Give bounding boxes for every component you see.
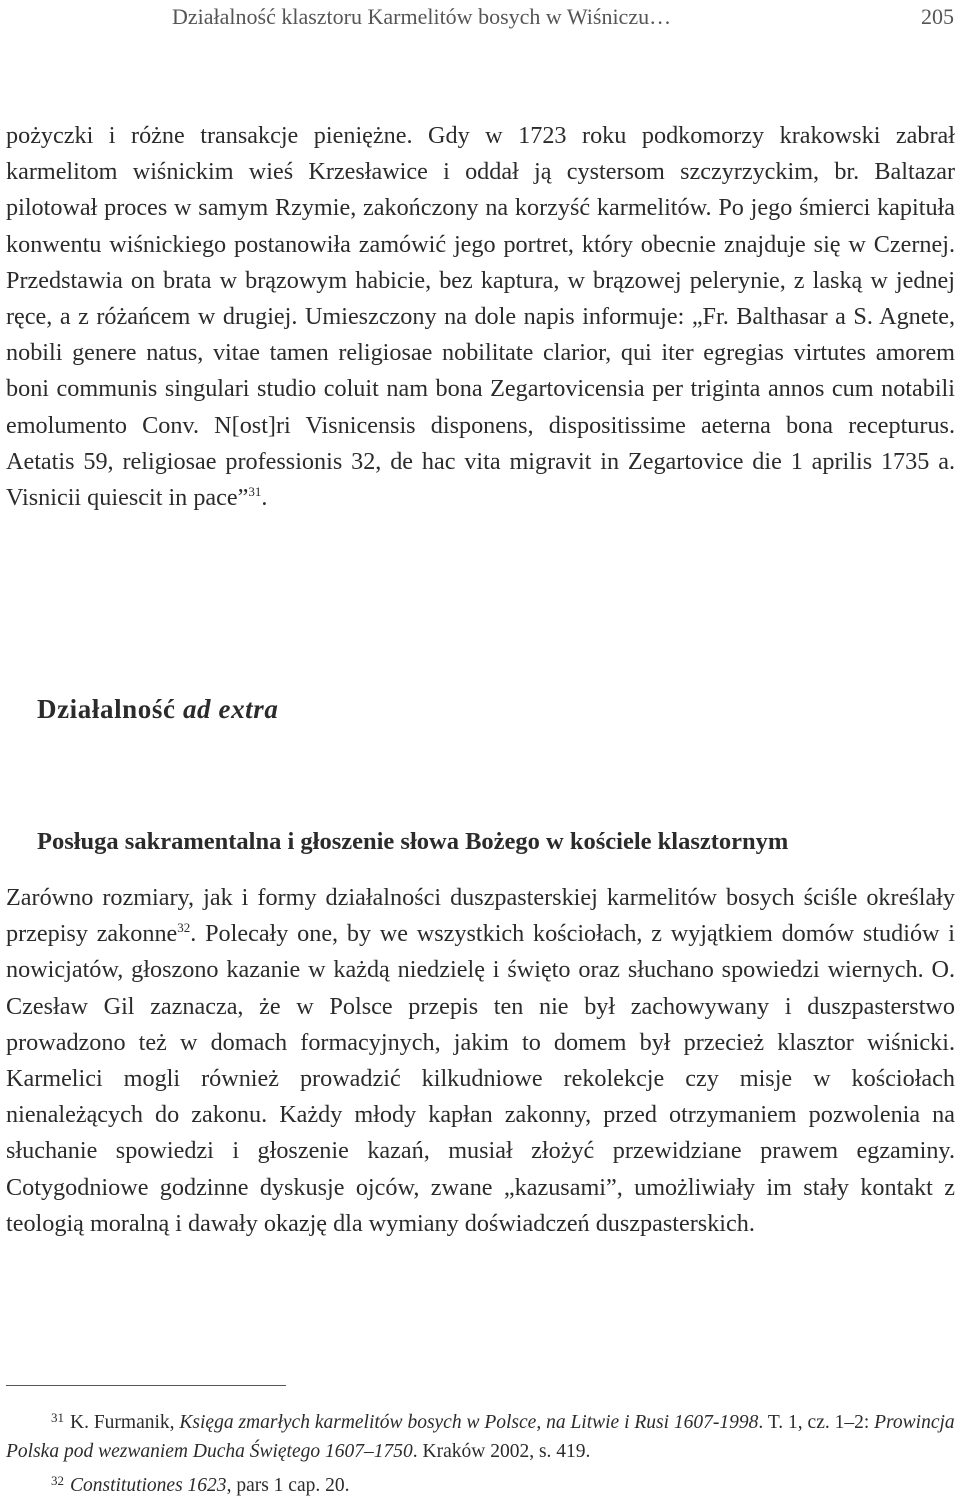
footnote-ref[interactable]: 32 [177, 920, 191, 936]
paragraph-text: Zarówno rozmiary, jak i formy działalności duszpasterskiej karmelitów bosych ściśle określały przepisy zakonne [6, 884, 955, 948]
footnote-number: 32 [51, 1473, 64, 1488]
section-heading-italic: ad extra [182, 694, 279, 724]
paragraph-text: pożyczki i różne transakcje pieniężne. Gdy w 1723 roku podkomorzy krakowski zabrał karmelitom wiśnickim wieś Krzesławice i oddał ją cystersom szczyrzyckim, br. Baltazar pilotował proces w samym Rzymie, zakończony na korzyść karmelitów. Po jego śmierci kapituła konwentu wiśnickiego postanowiła zamówić jego portret, który obecnie znajduje się w Czernej. Przedstawia on brata w brązowym habicie, bez kaptura, w brązowej pelerynie, z laską w jednej ręce, a z różańcem w drugiej. Umieszczony na dole napis informuje: „Fr. Balthasar a S. Agnete, nobili genere natus, vitae tamen religiosae nobilitate clarior, qui iter egregias virtutes amorem boni communis singulari studio coluit nam bona Zegartovicensia per triginta annos cum notabili emolumento Conv. N[ost]ri Visnicensis disponens, dispositissime aeterna bona recepturus. Aetatis 59, religiosae professionis 32, de hac vita migravit in Zegartovice die 1 aprilis 1735 a. Visnicii quiescit in pace” [6, 122, 955, 512]
paragraph-end: . [261, 484, 268, 512]
subsection-heading: Posługa sakramentalna i głoszenie słowa Bożego w kościele klasztornym [37, 828, 789, 855]
footnote-separator [6, 1385, 286, 1386]
footnote-text: , pars 1 cap. 20. [226, 1475, 350, 1496]
footnote-title: Księga zmarłych karmelitów bosych w Polsce, na Litwie i Rusi 1607-1998 [179, 1412, 759, 1433]
footnote-32 [6, 1466, 955, 1500]
footnote-number: 31 [51, 1410, 64, 1425]
running-head: Działalność klasztoru Karmelitów bosych w Wiśniczu… [172, 4, 672, 29]
footnote-title: Prowincja Polska pod wezwaniem Ducha Świętego 1607–1750 [6, 1412, 955, 1462]
footnote-ref[interactable]: 31 [248, 484, 262, 500]
footnote-text: K. Furmanik, [70, 1412, 180, 1433]
page-header [0, 0, 960, 40]
footnote-text: . Kraków 2002, s. 419. [412, 1441, 591, 1462]
body-paragraph [6, 118, 955, 516]
footnote-31 [6, 1403, 955, 1466]
body-paragraph [6, 880, 955, 1242]
section-heading [37, 694, 279, 725]
footnote-text: . T. 1, cz. 1–2: [758, 1412, 875, 1433]
footnote-title: Constitutiones 1623 [70, 1475, 227, 1496]
footnotes [6, 1403, 955, 1500]
paragraph-text-continued: . Polecały one, by we wszystkich kościołach, z wyjątkiem domów studiów i nowicjatów, głoszono kazanie w każdą niedzielę i święto oraz słuchano spowiedzi wiernych. O. Czesław Gil zaznacza, że w Polsce przepis ten nie był zachowywany i duszpasterstwo prowadzono też w domach formacyjnych, jakim to domem był przecież klasztor wiśnicki. Karmelici mogli również prowadzić kilkudniowe rekolekcje czy misje w kościołach nienależących do zakonu. Każdy młody kapłan zakonny, przed otrzymaniem pozwolenia na słuchanie spowiedzi i głoszenie kazań, musiał złożyć przewidziane prawem egzaminy. Cotygodniowe godzinne dyskusje ojców, zwane „kazusami”, umożliwiały im stały kontakt z teologią moralną i dawały okazję dla wymiany doświadczeń duszpasterskich. [6, 920, 955, 1237]
section-heading-plain: Działalność [37, 694, 183, 724]
page-number: 205 [921, 4, 954, 29]
